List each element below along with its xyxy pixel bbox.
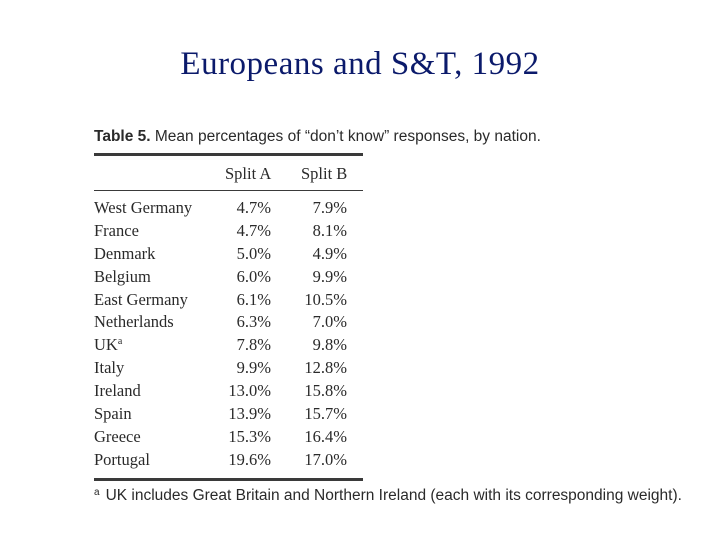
table-row	[94, 335, 364, 358]
nation-name: Netherlands	[94, 312, 174, 331]
table-row	[94, 221, 364, 244]
split-b-value: 12.8%	[304, 358, 347, 377]
split-a-value: 6.1%	[236, 290, 271, 309]
table-caption-text: Mean percentages of “don’t know” responses, by nation.	[154, 128, 541, 145]
split-b-value: 15.8%	[304, 381, 347, 400]
split-a-value: 15.3%	[228, 427, 271, 446]
nation-name: Denmark	[94, 244, 156, 263]
footnote-text: UK includes Great Britain and Northern Ireland (each with its corresponding weight).	[105, 487, 682, 504]
split-a-value: 6.3%	[236, 312, 271, 331]
split-b-value: 8.1%	[312, 221, 347, 240]
split-b-value: 17.0%	[304, 450, 347, 469]
table-row	[94, 358, 364, 381]
split-a-value: 13.0%	[228, 381, 271, 400]
nation-name: Spain	[94, 404, 132, 423]
table-row	[94, 427, 364, 450]
split-a-value: 13.9%	[228, 404, 271, 423]
split-b-value: 4.9%	[312, 244, 347, 263]
split-a-value: 5.0%	[236, 244, 271, 263]
table-top-rule	[94, 153, 363, 156]
split-b-value: 7.9%	[312, 198, 347, 217]
table-label: Table 5.	[94, 128, 151, 145]
nation-name: Portugal	[94, 450, 150, 469]
split-a-value: 6.0%	[236, 267, 271, 286]
column-header-split-a: Split A	[225, 164, 272, 183]
nation-name: West Germany	[94, 198, 193, 217]
nation-name: Ireland	[94, 381, 141, 400]
split-b-value: 9.9%	[312, 267, 347, 286]
nation-name: Greece	[94, 427, 141, 446]
column-header-split-b: Split B	[301, 164, 348, 183]
table-row	[94, 267, 364, 290]
table-bottom-rule	[94, 478, 363, 481]
table-row	[94, 290, 364, 313]
nation-name: Belgium	[94, 267, 151, 286]
nation-name: Italy	[94, 358, 125, 377]
footnote-marker: a	[117, 336, 123, 347]
slide-title: Europeans and S&T, 1992	[180, 46, 540, 82]
footnote-marker: a	[94, 487, 100, 498]
nation-name: East Germany	[94, 290, 188, 309]
table-row	[94, 381, 364, 404]
nation-name-text: UK	[94, 335, 118, 354]
split-a-value: 7.8%	[236, 335, 271, 354]
table-caption	[94, 128, 541, 146]
split-b-value: 10.5%	[304, 290, 347, 309]
table-row	[94, 450, 364, 473]
table-footnote	[94, 487, 682, 505]
split-a-value: 19.6%	[228, 450, 271, 469]
split-a-value: 4.7%	[236, 198, 271, 217]
split-b-value: 9.8%	[312, 335, 347, 354]
table-row	[94, 404, 364, 427]
split-b-value: 7.0%	[312, 312, 347, 331]
table-row	[94, 244, 364, 267]
table-row	[94, 312, 364, 335]
split-b-value: 16.4%	[304, 427, 347, 446]
nation-name	[94, 335, 122, 355]
table-header-rule	[94, 190, 363, 191]
table-row	[94, 198, 364, 221]
split-a-value: 4.7%	[236, 221, 271, 240]
split-b-value: 15.7%	[304, 404, 347, 423]
nation-name: France	[94, 221, 139, 240]
split-a-value: 9.9%	[236, 358, 271, 377]
